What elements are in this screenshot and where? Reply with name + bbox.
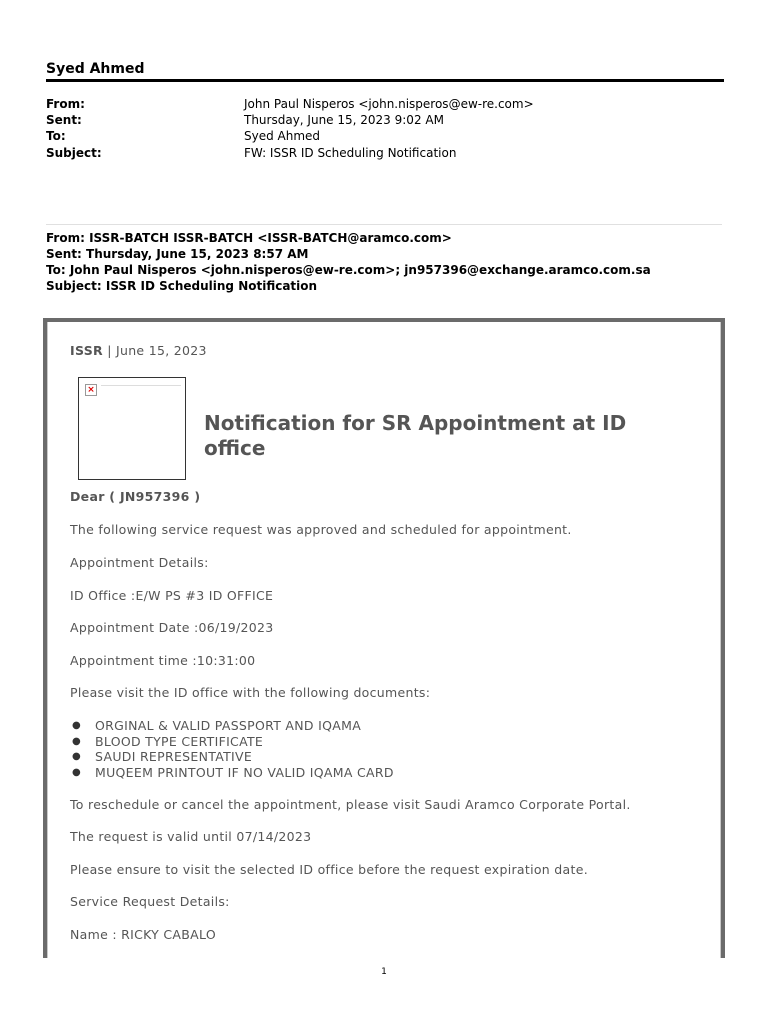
- requester-name: Name : RICKY CABALO: [70, 927, 216, 942]
- bullet-icon: ●: [72, 720, 82, 731]
- header-from-label: From:: [46, 97, 85, 111]
- notification-card: [43, 318, 725, 958]
- notification-card-inner: [47, 322, 721, 958]
- bullet-icon: ●: [72, 766, 82, 778]
- intro-text: The following service request was approved and scheduled for appointment.: [70, 522, 572, 537]
- header-sent-label: Sent:: [46, 113, 82, 127]
- notification-title: Notification for SR Appointment at ID office: [204, 411, 627, 460]
- reschedule-text: To reschedule or cancel the appointment, please visit Saudi Aramco Corporate Portal.: [70, 797, 631, 812]
- forwarded-sent: Sent: Thursday, June 15, 2023 8:57 AM: [46, 247, 309, 261]
- image-alt-line: [101, 385, 181, 386]
- appointment-date-text: Appointment Date :06/19/2023: [70, 620, 274, 635]
- broken-image-icon: ×: [85, 384, 97, 396]
- brand-line: [70, 343, 207, 358]
- bullet-icon: ●: [72, 751, 82, 762]
- ensure-text: Please ensure to visit the selected ID office before the request expiration date.: [70, 862, 588, 877]
- header-to-value: Syed Ahmed: [244, 129, 321, 143]
- logo-image-placeholder: [78, 377, 186, 480]
- header-divider: [46, 79, 724, 82]
- header-subject-value: FW: ISSR ID Scheduling Notification: [244, 146, 457, 160]
- greeting: Dear ( JN957396 ): [70, 489, 201, 504]
- mailbox-owner-name: Syed Ahmed: [46, 61, 145, 77]
- list-item: [70, 749, 394, 765]
- service-request-heading: Service Request Details:: [70, 894, 230, 909]
- valid-until-text: The request is valid until 07/14/2023: [70, 829, 312, 844]
- document-item-label: BLOOD TYPE CERTIFICATE: [95, 733, 264, 749]
- brand-separator: |: [107, 343, 112, 358]
- list-item: [70, 718, 394, 734]
- bullet-icon: ●: [72, 735, 82, 747]
- header-to-label: To:: [46, 129, 66, 143]
- document-item-label: SAUDI REPRESENTATIVE: [95, 749, 253, 764]
- document-item-label: MUQEEM PRINTOUT IF NO VALID IQAMA CARD: [95, 764, 394, 780]
- brand-name: ISSR: [70, 343, 103, 358]
- list-item: [70, 765, 394, 781]
- document-item-label: ORGINAL & VALID PASSPORT AND IQAMA: [95, 718, 362, 733]
- documents-list: [70, 718, 394, 780]
- forwarded-subject: Subject: ISSR ID Scheduling Notification: [46, 279, 318, 293]
- forwarded-from: From: ISSR-BATCH ISSR-BATCH <ISSR-BATCH@aramco.com>: [46, 231, 452, 245]
- appointment-details-heading: Appointment Details:: [70, 555, 209, 570]
- page-number: 1: [381, 967, 387, 977]
- forwarded-to: To: John Paul Nisperos <john.nisperos@ew-re.com>; jn957396@exchange.aramco.com.sa: [46, 263, 651, 277]
- header-subject-label: Subject:: [46, 146, 102, 160]
- header-from-value: John Paul Nisperos <john.nisperos@ew-re.com>: [244, 97, 534, 111]
- list-item: [70, 734, 394, 750]
- notification-date: June 15, 2023: [116, 343, 207, 358]
- header-sent-value: Thursday, June 15, 2023 9:02 AM: [244, 113, 444, 127]
- id-office-text: ID Office :E/W PS #3 ID OFFICE: [70, 588, 274, 603]
- appointment-time-text: Appointment time :10:31:00: [70, 653, 256, 668]
- forward-divider: [46, 224, 722, 225]
- documents-heading: Please visit the ID office with the following documents:: [70, 685, 431, 700]
